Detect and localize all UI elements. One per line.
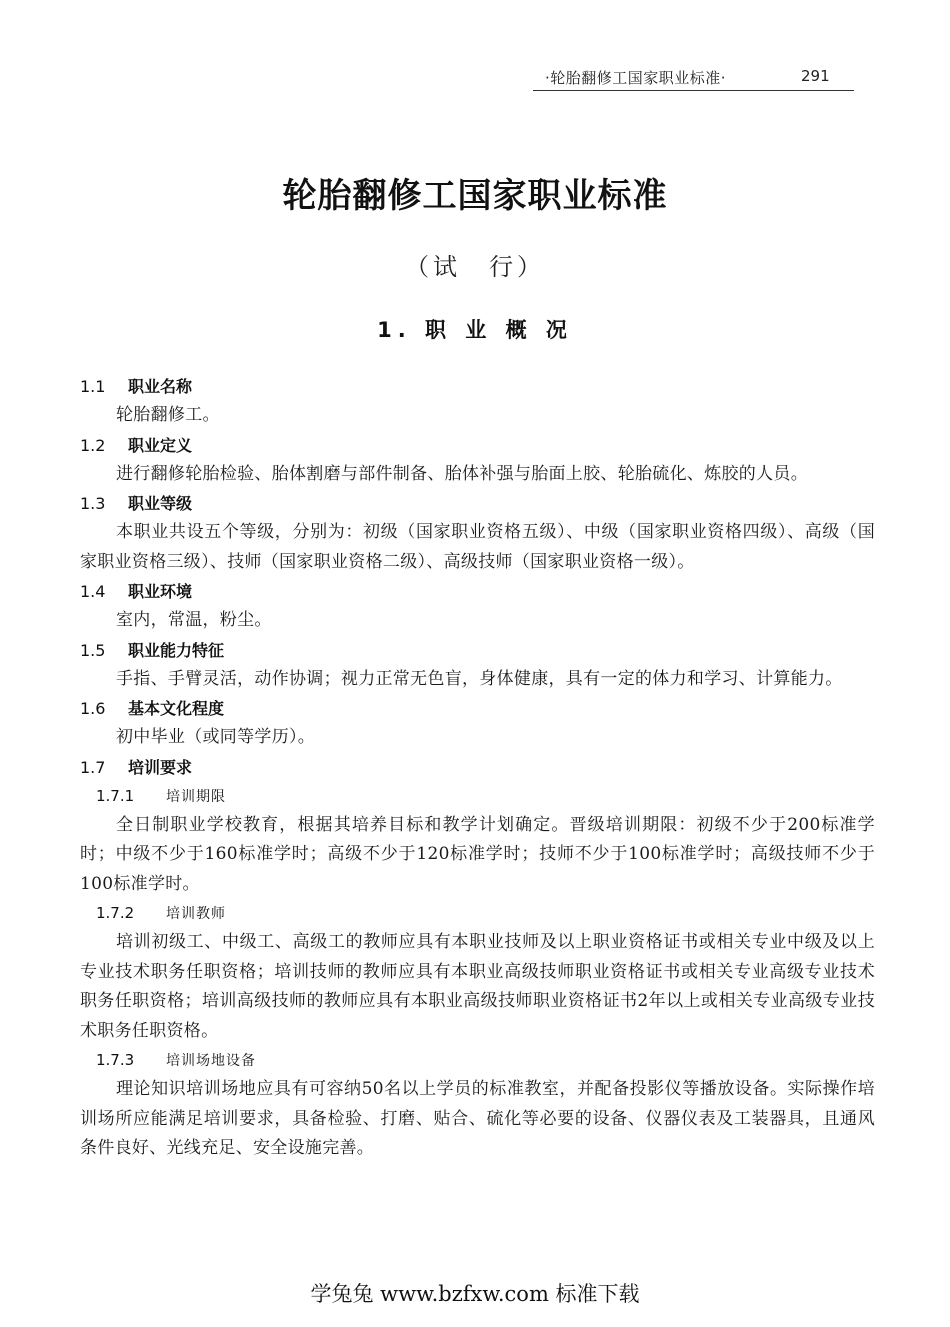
heading-occupation-levels <box>80 489 875 518</box>
document-body <box>80 372 875 1164</box>
heading-label: 职业定义 <box>128 435 193 455</box>
heading-label: 职业等级 <box>128 494 193 513</box>
heading-training-requirements <box>80 753 875 782</box>
subheading-number: 1.7.3 <box>96 1051 135 1069</box>
paragraph: 理论知识培训场地应具有可容纳50名以上学员的标准教室，并配备投影仪等播放设备。实际操作培训场所应能满足培训要求，具备检验、打磨、贴合、硫化等必要的设备、仪器仪表及工装器具，且通风条件良好、光线充足、安全设施完善。 <box>80 1079 875 1158</box>
paragraph: 培训初级工、中级工、高级工的教师应具有本职业技师及以上职业资格证书或相关专业中级及以上专业技术职务任职资格；培训技师的教师应具有本职业高级技师职业资格证书或相关专业高级专业技术职务任职资格；培训高级技师的教师应具有本职业高级技师职业资格证书2年以上或相关专业高级专业技术职务任职资格。 <box>80 932 875 1041</box>
heading-number: 1.7 <box>80 757 106 777</box>
heading-number: 1.2 <box>80 435 106 455</box>
heading-number: 1.5 <box>80 640 106 660</box>
heading-label: 基本文化程度 <box>128 699 225 718</box>
running-header-title: ·轮胎翻修工国家职业标准· <box>545 69 727 87</box>
heading-occupation-environment <box>80 577 875 606</box>
heading-education-level <box>80 694 875 723</box>
paragraph: 本职业共设五个等级，分别为：初级（国家职业资格五级）、中级（国家职业资格四级）、高级（国家职业资格三级）、技师（国家职业资格二级）、高级技师（国家职业资格一级）。 <box>80 522 875 572</box>
watermark-footer: 学兔兔 www.bzfxw.com 标准下载 <box>310 1282 640 1306</box>
heading-ability-features <box>80 636 875 665</box>
subheading-label: 培训教师 <box>166 906 226 922</box>
paragraph: 初中毕业（或同等学历）。 <box>116 727 316 747</box>
running-header <box>533 64 854 91</box>
document-subtitle: （试 行） <box>405 253 545 281</box>
heading-number: 1.4 <box>80 582 106 601</box>
subheading-training-facilities <box>80 1046 875 1075</box>
heading-label: 职业名称 <box>128 377 193 396</box>
subheading-number: 1.7.2 <box>96 904 135 922</box>
heading-number: 1.6 <box>80 699 106 718</box>
heading-number: 1.1 <box>80 377 106 396</box>
paragraph: 轮胎翻修工。 <box>116 405 220 425</box>
paragraph: 全日制职业学校教育，根据其培养目标和教学计划确定。晋级培训期限：初级不少于200标准学时；中级不少于160标准学时；高级不少于120标准学时；技师不少于100标准学时；高级技师不少于100标准学时。 <box>80 814 875 894</box>
subheading-training-period <box>80 782 875 811</box>
document-title: 轮胎翻修工国家职业标准 <box>282 176 668 216</box>
page-number: 291 <box>801 67 830 85</box>
heading-occupation-definition <box>80 431 875 460</box>
subheading-label: 培训期限 <box>166 788 226 805</box>
subheading-label: 培训场地设备 <box>166 1053 256 1069</box>
heading-label: 职业能力特征 <box>128 640 225 660</box>
subheading-training-teachers <box>80 899 875 928</box>
paragraph: 室内，常温，粉尘。 <box>116 610 272 630</box>
heading-label: 培训要求 <box>128 757 193 777</box>
heading-label: 职业环境 <box>128 582 193 601</box>
paragraph: 进行翻修轮胎检验、胎体割磨与部件制备、胎体补强与胎面上胶、轮胎硫化、炼胶的人员。 <box>116 463 808 484</box>
subheading-number: 1.7.1 <box>96 786 135 805</box>
heading-number: 1.3 <box>80 494 106 513</box>
paragraph: 手指、手臂灵活，动作协调；视力正常无色盲，身体健康，具有一定的体力和学习、计算能力。 <box>116 668 843 689</box>
heading-occupation-name <box>80 372 875 401</box>
section-heading: 1. 职 业 概 况 <box>377 318 573 342</box>
